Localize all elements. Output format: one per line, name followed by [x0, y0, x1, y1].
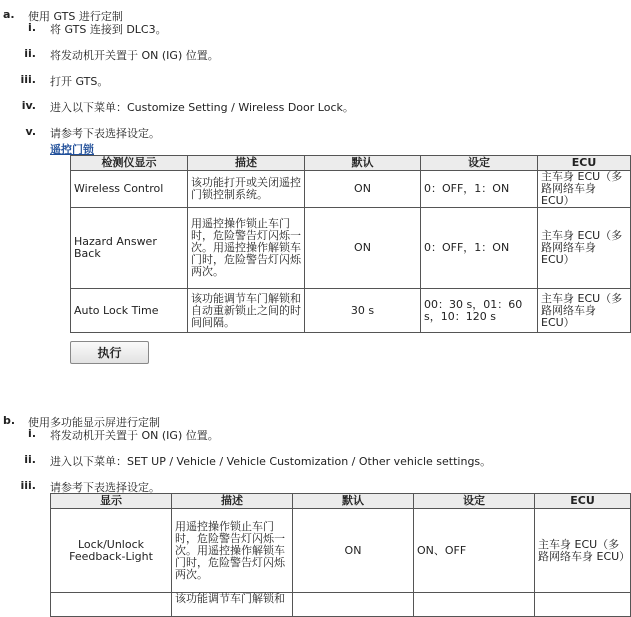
step-a-iii-text: 打开 GTS。: [50, 75, 109, 88]
cell-ecu: 主车身 ECU（多路网络车身 ECU）: [538, 171, 631, 208]
cell-setting: 0：OFF，1：ON: [421, 208, 538, 289]
cell-default: ON: [305, 171, 421, 208]
table-row: [71, 289, 631, 333]
cell-ecu: [535, 593, 631, 617]
table-title-link[interactable]: 遥控门锁: [50, 143, 94, 156]
col-header-display: 显示: [51, 494, 172, 509]
cell-default: ON: [305, 208, 421, 289]
cell-default: 30 s: [305, 289, 421, 333]
step-b-ii-num: ii.: [24, 453, 36, 466]
table-row: [51, 593, 631, 617]
col-header-ecu: ECU: [535, 494, 631, 509]
cell-ecu: 主车身 ECU（多路网络车身 ECU）: [538, 289, 631, 333]
cell-display: [51, 593, 172, 617]
table-row: [71, 171, 631, 208]
cell-display: Auto Lock Time: [71, 289, 188, 333]
table-row: [51, 509, 631, 593]
cell-desc: 用遥控操作锁止车门时，危险警告灯闪烁一次。用遥控操作解锁车门时，危险警告灯闪烁两次。: [172, 509, 293, 593]
step-b-i-num: i.: [28, 427, 36, 440]
cell-display: Hazard Answer Back: [71, 208, 188, 289]
table-header-row: [71, 156, 631, 171]
step-a-iii-num: iii.: [20, 73, 36, 86]
section-b-title: 使用多功能显示屏进行定制: [28, 416, 160, 429]
step-a-i-num: i.: [28, 21, 36, 34]
step-b-i-text: 将发动机开关置于 ON (IG) 位置。: [50, 429, 219, 442]
section-a-letter: a.: [3, 8, 15, 21]
col-header-display: 检测仪显示: [71, 156, 188, 171]
customize-table-a: [70, 155, 631, 333]
cell-setting: 00：30 s，01：60 s，10：120 s: [421, 289, 538, 333]
step-a-ii-text: 将发动机开关置于 ON (IG) 位置。: [50, 49, 219, 62]
col-header-setting: 设定: [414, 494, 535, 509]
cell-desc: 该功能调节车门解锁和自动重新锁止之间的时间间隔。: [188, 289, 305, 333]
cell-setting: 0：OFF，1：ON: [421, 171, 538, 208]
step-a-iv-num: iv.: [21, 99, 36, 112]
step-a-iv-text: 进入以下菜单：Customize Setting / Wireless Door Lock。: [50, 101, 354, 114]
execute-button[interactable]: 执行: [70, 341, 149, 364]
cell-default: [293, 593, 414, 617]
step-a-v-num: v.: [25, 125, 36, 138]
table-row: [71, 208, 631, 289]
cell-setting: ON、OFF: [414, 509, 535, 593]
step-a-ii-num: ii.: [24, 47, 36, 60]
cell-desc: 用遥控操作锁止车门时，危险警告灯闪烁一次。用遥控操作解锁车门时，危险警告灯闪烁两次。: [188, 208, 305, 289]
col-header-setting: 设定: [421, 156, 538, 171]
col-header-default: 默认: [293, 494, 414, 509]
step-b-iii-text: 请参考下表选择设定。: [50, 481, 160, 494]
step-b-ii-text: 进入以下菜单：SET UP / Vehicle / Vehicle Customization / Other vehicle settings。: [50, 455, 492, 468]
cell-ecu: 主车身 ECU（多路网络车身 ECU）: [535, 509, 631, 593]
table-header-row: [51, 494, 631, 509]
step-a-v-text: 请参考下表选择设定。: [50, 127, 160, 140]
cell-display: Lock/Unlock Feedback-Light: [51, 509, 172, 593]
cell-desc: 该功能打开或关闭遥控门锁控制系统。: [188, 171, 305, 208]
cell-desc: 该功能调节车门解锁和: [172, 593, 293, 617]
col-header-desc: 描述: [172, 494, 293, 509]
col-header-desc: 描述: [188, 156, 305, 171]
col-header-ecu: ECU: [538, 156, 631, 171]
section-b-letter: b.: [3, 414, 16, 427]
col-header-default: 默认: [305, 156, 421, 171]
cell-default: ON: [293, 509, 414, 593]
step-b-iii-num: iii.: [20, 479, 36, 492]
cell-display: Wireless Control: [71, 171, 188, 208]
section-a-title: 使用 GTS 进行定制: [28, 10, 123, 23]
customize-table-b: [50, 493, 631, 617]
step-a-i-text: 将 GTS 连接到 DLC3。: [50, 23, 167, 36]
cell-ecu: 主车身 ECU（多路网络车身 ECU）: [538, 208, 631, 289]
cell-setting: [414, 593, 535, 617]
